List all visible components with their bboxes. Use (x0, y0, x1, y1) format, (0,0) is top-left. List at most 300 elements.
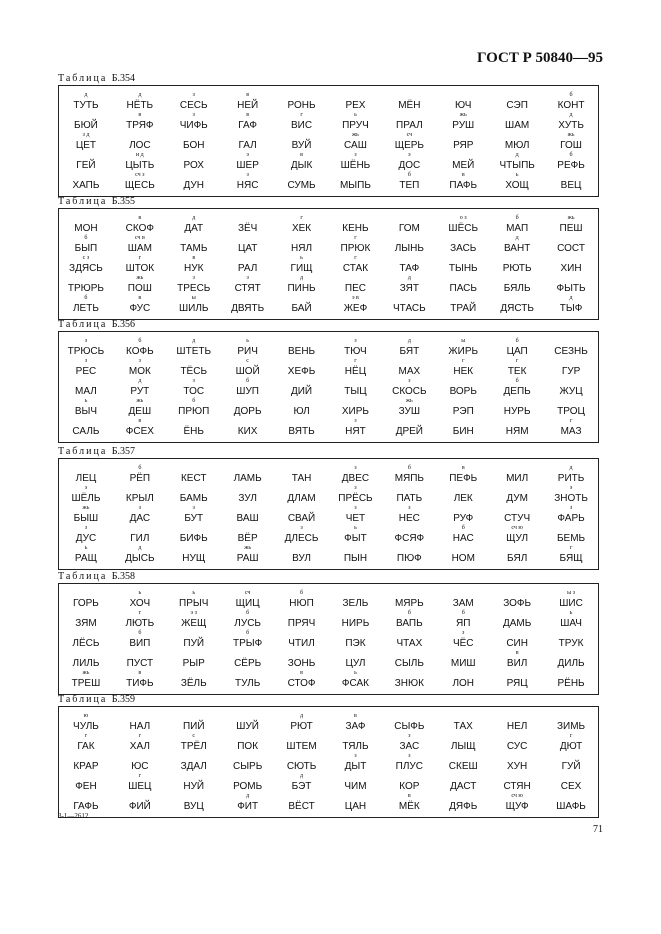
word: ЩЕРЬ (394, 140, 424, 151)
word-cell (167, 398, 221, 418)
word: СКЕШ (448, 761, 478, 772)
table-row (59, 378, 598, 398)
word: ФЫТ (344, 533, 367, 544)
word-cell (221, 545, 275, 565)
word: БОН (183, 140, 205, 151)
word-cell (544, 398, 598, 418)
word-cell (490, 295, 544, 315)
word-cell (113, 235, 167, 255)
word: ТРЁЛ (180, 741, 207, 752)
word-cell (490, 485, 544, 505)
word: МЕЙ (452, 160, 475, 171)
word-cell (221, 793, 275, 813)
word-cell (329, 255, 383, 275)
word-cell (382, 773, 436, 793)
word-cell (221, 630, 275, 650)
word: РЫР (182, 658, 205, 669)
word: ЖИРЬ (448, 346, 479, 357)
word: ШЁЛЬ (71, 493, 101, 504)
word: ТУТЬ (73, 100, 99, 111)
word: СЫФЬ (394, 721, 425, 732)
phonetic-mark: б (300, 590, 304, 596)
word-cell (329, 338, 383, 358)
word-cell (382, 92, 436, 112)
phonetic-mark: г (515, 358, 519, 364)
phonetic-mark: г (138, 773, 142, 779)
word-cell (544, 733, 598, 753)
phonetic-mark: б (138, 630, 142, 636)
word: ЦАП (506, 346, 528, 357)
word: ЧЁС (452, 638, 474, 649)
word-cell (275, 132, 329, 152)
word: ШУП (236, 386, 259, 397)
word-cell (167, 378, 221, 398)
phonetic-mark: з (84, 358, 88, 364)
phonetic-mark: г (138, 610, 142, 616)
word: ДЫТ (344, 761, 367, 772)
phonetic-mark: з (569, 505, 573, 511)
phonetic-mark: в (138, 295, 142, 301)
word: ДАС (129, 513, 151, 524)
word-cell (382, 215, 436, 235)
word: ФСАК (341, 678, 369, 689)
word: ПАФЬ (449, 180, 478, 191)
word-cell (544, 753, 598, 773)
word: ХАПЬ (72, 180, 100, 191)
word: ЖУЦ (559, 386, 583, 397)
phonetic-mark: ы (191, 295, 196, 301)
word: ДОС (398, 160, 421, 171)
phonetic-mark: э (408, 152, 411, 158)
phonetic-mark: г (569, 733, 573, 739)
word-cell (221, 338, 275, 358)
word-cell (221, 753, 275, 773)
word: ВУЙ (291, 140, 312, 151)
phonetic-mark: з (192, 92, 195, 98)
word: ЛЕК (453, 493, 473, 504)
phonetic-mark: жь (82, 505, 90, 511)
word: ГАК (77, 741, 95, 752)
word: ЦЕТ (75, 140, 97, 151)
word-cell (544, 505, 598, 525)
phonetic-mark: з (246, 275, 249, 281)
word: ЛЕТЬ (72, 303, 99, 314)
word: ТАХ (453, 721, 473, 732)
word: ЛЫНЬ (394, 243, 424, 254)
word-cell (275, 275, 329, 295)
word: МАЗ (560, 426, 582, 437)
word: ПУСТ (126, 658, 154, 669)
table-caption-number: Б.359 (111, 694, 136, 705)
word-cell (59, 773, 113, 793)
word-cell (490, 545, 544, 565)
word: ЛИЛЬ (72, 658, 100, 669)
word-cell (436, 92, 490, 112)
word-cell (382, 152, 436, 172)
table-row (59, 215, 598, 235)
word-cell (113, 485, 167, 505)
word: ВЯТЬ (288, 426, 315, 437)
word-cell (490, 338, 544, 358)
word: ЩЕСЬ (124, 180, 155, 191)
word: ВЁР (237, 533, 258, 544)
phonetic-mark: з (408, 505, 411, 511)
word-cell (382, 255, 436, 275)
phonetic-mark: ь (138, 590, 142, 596)
word-cell (329, 733, 383, 753)
phonetic-mark: в (192, 255, 196, 261)
word-cell (382, 235, 436, 255)
word-cell (490, 255, 544, 275)
word-cell (59, 112, 113, 132)
word-cell (329, 505, 383, 525)
phonetic-mark: г (569, 418, 573, 424)
word-cell (113, 773, 167, 793)
word-cell (167, 132, 221, 152)
word-cell (436, 753, 490, 773)
word: ЛАМЬ (233, 473, 262, 484)
word-cell (329, 590, 383, 610)
word: БЯЩ (559, 553, 583, 564)
word: ПОК (237, 741, 259, 752)
table-row (59, 152, 598, 172)
word-cell (544, 92, 598, 112)
phonetic-mark: э (84, 485, 88, 491)
word-cell (436, 610, 490, 630)
word-cell (275, 773, 329, 793)
table-caption-number: Б.357 (111, 446, 136, 457)
word-cell (329, 112, 383, 132)
word: СЕХ (560, 781, 582, 792)
phonetic-mark: з (246, 172, 249, 178)
word: ТОС (183, 386, 205, 397)
word: РАЛ (237, 263, 258, 274)
word-cell (113, 398, 167, 418)
word: ЗЁЧ (237, 223, 258, 234)
word-cell (490, 358, 544, 378)
word: НЕС (398, 513, 420, 524)
word: СЫРЬ (232, 761, 263, 772)
word: ЧЕТ (345, 513, 366, 524)
word: ВЁСТ (288, 801, 315, 812)
phonetic-mark: и д (135, 152, 144, 158)
phonetic-mark: з (354, 152, 357, 158)
word-cell (59, 713, 113, 733)
phonetic-mark: д (138, 545, 142, 551)
word-cell (275, 753, 329, 773)
phonetic-mark: в (246, 112, 250, 118)
word-cell (544, 793, 598, 813)
word: ЧТИЛ (288, 638, 315, 649)
word: ХУТЬ (558, 120, 584, 131)
word-table (58, 693, 599, 818)
word-cell (167, 235, 221, 255)
phonetic-mark: б (515, 378, 519, 384)
word: БИФЬ (179, 533, 208, 544)
table-row (59, 670, 598, 690)
word: НУРЬ (503, 406, 531, 417)
word: НУК (184, 263, 204, 274)
word: ЦУЛ (345, 658, 366, 669)
word: ТАН (291, 473, 312, 484)
phonetic-mark: в (515, 650, 519, 656)
phonetic-mark: сч з (135, 172, 145, 178)
word-cell (113, 793, 167, 813)
word-cell (436, 793, 490, 813)
word-cell (382, 610, 436, 630)
word-cell (329, 275, 383, 295)
word: КРЫЛ (125, 493, 154, 504)
word: ПЮФ (396, 553, 422, 564)
word: ЛЮТЬ (125, 618, 155, 629)
table-row (59, 235, 598, 255)
word-cell (490, 610, 544, 630)
word-cell (221, 358, 275, 378)
word: СКОФ (125, 223, 154, 234)
table-caption (58, 72, 599, 85)
word-cell (436, 590, 490, 610)
table-row (59, 255, 598, 275)
word: ФЕН (75, 781, 97, 792)
word-cell (275, 215, 329, 235)
word: ШУЙ (236, 721, 259, 732)
word-cell (221, 525, 275, 545)
word: НУЩ (182, 553, 206, 564)
phonetic-mark: д (246, 793, 250, 799)
word: ЗЯТ (399, 283, 419, 294)
word-cell (59, 378, 113, 398)
word: МЯРЬ (394, 598, 424, 609)
phonetic-mark: жь (405, 398, 413, 404)
word: РИЧ (237, 346, 258, 357)
word: ГУР (561, 366, 581, 377)
word-cell (167, 590, 221, 610)
word: САЛЬ (72, 426, 100, 437)
word-cell (275, 610, 329, 630)
word-cell (275, 485, 329, 505)
word-cell (329, 525, 383, 545)
word: НЯС (236, 180, 259, 191)
word: ДИЙ (290, 386, 313, 397)
word: ПРЫЧ (179, 598, 209, 609)
word-cell (113, 92, 167, 112)
table-row (59, 545, 598, 565)
word: МИЛ (506, 473, 529, 484)
word: ЖЕЩ (181, 618, 207, 629)
word-cell (113, 358, 167, 378)
word-cell (167, 670, 221, 690)
phonetic-mark: б (461, 610, 465, 616)
word-cell (490, 378, 544, 398)
word-cell (490, 733, 544, 753)
word-cell (490, 465, 544, 485)
word: ГАЛ (238, 140, 257, 151)
word: ЧИФЬ (179, 120, 208, 131)
word: СОСТ (557, 243, 585, 254)
phonetic-mark: сч ю (511, 525, 523, 531)
word: СИН (506, 638, 528, 649)
word: БЫШ (73, 513, 99, 524)
word: ДОРЬ (233, 406, 262, 417)
word-cell (436, 275, 490, 295)
phonetic-mark: б (246, 378, 250, 384)
word: РЁНЬ (557, 678, 585, 689)
word: НИРЬ (341, 618, 370, 629)
word-cell (275, 525, 329, 545)
phonetic-mark: жь (136, 398, 144, 404)
word-cell (275, 358, 329, 378)
word-cell (382, 590, 436, 610)
word-cell (221, 465, 275, 485)
word-cell (275, 172, 329, 192)
word-cell (167, 753, 221, 773)
word: ПАТЬ (396, 493, 423, 504)
word: ТЕК (507, 366, 527, 377)
word-cell (113, 465, 167, 485)
word: ШИЛЬ (179, 303, 209, 314)
word-cell (329, 418, 383, 438)
table-caption-number: Б.356 (111, 319, 136, 330)
word: ГАФ (238, 120, 257, 131)
word: ШИС (559, 598, 583, 609)
word-cell (490, 505, 544, 525)
word: КОФЬ (126, 346, 154, 357)
word-cell (59, 505, 113, 525)
word-cell (59, 753, 113, 773)
phonetic-mark: в (138, 112, 142, 118)
print-code: 3-1—2612 (58, 812, 89, 820)
word: ЗЯМ (75, 618, 97, 629)
word-cell (59, 275, 113, 295)
phonetic-mark: сч в (134, 235, 145, 241)
word: ЛЕЦ (75, 473, 97, 484)
table-row (59, 132, 598, 152)
word: МОН (74, 223, 98, 234)
word: СКОСЬ (392, 386, 427, 397)
word-cell (167, 172, 221, 192)
document-header: ГОСТ Р 50840—95 (476, 50, 603, 66)
word: РУТ (130, 386, 150, 397)
phonetic-mark: з (84, 525, 88, 531)
word-cell (275, 338, 329, 358)
table-row (59, 590, 598, 610)
word: КРАР (73, 761, 99, 772)
word: ТРАЙ (450, 303, 477, 314)
word: ЛОН (452, 678, 475, 689)
table-row (59, 338, 598, 358)
word-cell (382, 172, 436, 192)
word-cell (544, 112, 598, 132)
word: БЮЙ (74, 120, 98, 131)
table-box (58, 331, 599, 443)
word-cell (275, 590, 329, 610)
word: ГИЛ (130, 533, 150, 544)
table-row (59, 275, 598, 295)
word-cell (167, 713, 221, 733)
phonetic-mark: б (246, 630, 250, 636)
word-cell (167, 650, 221, 670)
word-cell (490, 793, 544, 813)
word: ШЁСЬ (448, 223, 479, 234)
word-cell (490, 92, 544, 112)
word-cell (382, 545, 436, 565)
word: ФУС (129, 303, 151, 314)
word-cell (329, 398, 383, 418)
word-cell (113, 610, 167, 630)
word: ТРЕШ (71, 678, 101, 689)
word: ПЛУС (395, 761, 423, 772)
word: МИШ (450, 658, 476, 669)
word: ПРЮП (178, 406, 210, 417)
word-cell (167, 152, 221, 172)
word: ШАЧ (560, 618, 582, 629)
word-cell (167, 215, 221, 235)
table-row (59, 610, 598, 630)
word: БАЙ (291, 303, 312, 314)
word-cell (490, 132, 544, 152)
phonetic-mark: в (246, 92, 250, 98)
phonetic-mark: с (192, 733, 196, 739)
word: ТРЯФ (126, 120, 154, 131)
word: ХОЩ (505, 180, 529, 191)
word: ФСЯФ (394, 533, 425, 544)
word-cell (382, 670, 436, 690)
word-cell (59, 235, 113, 255)
word: РЕФЬ (557, 160, 585, 171)
word-cell (544, 338, 598, 358)
word-cell (221, 378, 275, 398)
word: ШЕЦ (128, 781, 152, 792)
word-cell (329, 378, 383, 398)
word-cell (329, 485, 383, 505)
word-cell (544, 378, 598, 398)
word: СЮТЬ (286, 761, 317, 772)
word: СЁРЬ (234, 658, 262, 669)
word-cell (329, 152, 383, 172)
word-cell (59, 525, 113, 545)
word-cell (113, 525, 167, 545)
word-cell (167, 112, 221, 132)
word-cell (436, 172, 490, 192)
word-cell (275, 235, 329, 255)
word: ЗАФ (345, 721, 366, 732)
word: ПРЮК (340, 243, 371, 254)
word-cell (329, 773, 383, 793)
word-cell (544, 235, 598, 255)
table-row (59, 650, 598, 670)
phonetic-mark: о з (459, 215, 467, 221)
word-table (58, 318, 599, 443)
page-number: 71 (593, 824, 603, 835)
word-cell (59, 338, 113, 358)
word: ЗУШ (398, 406, 421, 417)
word-cell (113, 733, 167, 753)
phonetic-mark: д (407, 338, 411, 344)
word: ВИЛ (506, 658, 528, 669)
word: ДЫК (290, 160, 313, 171)
phonetic-mark: сч (406, 132, 413, 138)
word-table (58, 570, 599, 695)
word-cell (436, 132, 490, 152)
word: ЧТАХ (396, 638, 423, 649)
word-table (58, 195, 599, 320)
word-cell (221, 733, 275, 753)
phonetic-mark: з (354, 418, 357, 424)
word: ЧИМ (344, 781, 367, 792)
word-cell (59, 733, 113, 753)
word: ХОЧ (129, 598, 151, 609)
word-cell (113, 215, 167, 235)
